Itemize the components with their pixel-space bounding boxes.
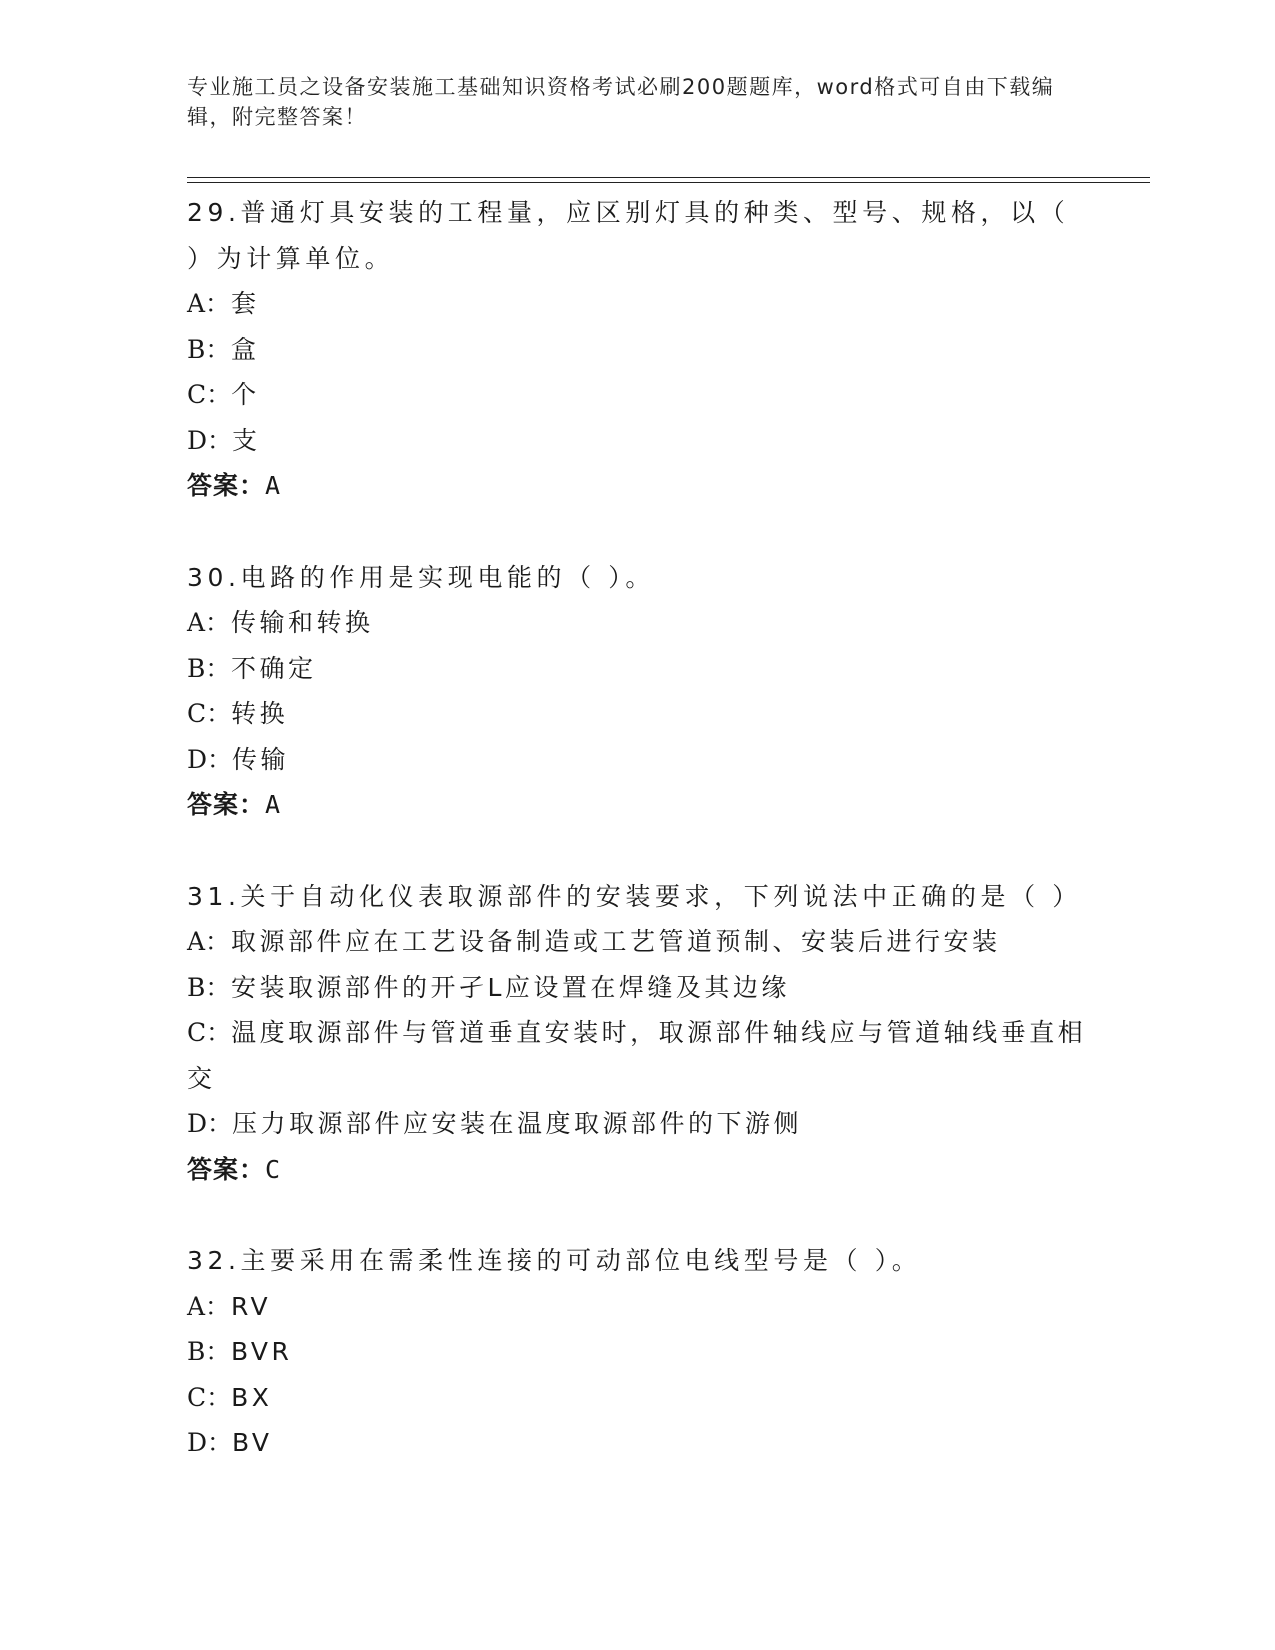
option-letter: B： bbox=[187, 1337, 231, 1366]
answer-value: C bbox=[265, 1154, 282, 1184]
option-b bbox=[187, 646, 1087, 692]
option-b bbox=[187, 327, 1087, 373]
option-text: 支 bbox=[232, 425, 261, 455]
answer-label: 答案： bbox=[187, 1154, 266, 1184]
option-letter: A： bbox=[187, 927, 231, 956]
option-text: BV bbox=[232, 1428, 273, 1457]
option-d bbox=[187, 1101, 1087, 1147]
option-text: 盒 bbox=[231, 334, 260, 364]
option-letter: D： bbox=[187, 425, 233, 455]
option-c bbox=[187, 691, 1087, 737]
question-text: 32.主要采用在需柔性连接的可动部位电线型号是（ ）。 bbox=[187, 1246, 922, 1275]
option-letter: D： bbox=[187, 744, 233, 774]
header-divider-bottom bbox=[187, 182, 1150, 183]
option-letter: C： bbox=[187, 1382, 232, 1412]
option-c bbox=[187, 372, 1087, 418]
question-32 bbox=[187, 1238, 1087, 1466]
answer-label: 答案： bbox=[187, 471, 266, 500]
option-letter: B： bbox=[187, 972, 231, 1002]
answer-line bbox=[187, 782, 1087, 828]
option-text: 传输和转换 bbox=[231, 608, 374, 637]
option-letter: C： bbox=[187, 1018, 232, 1047]
option-c bbox=[187, 1010, 1087, 1101]
question-list bbox=[187, 190, 1087, 1512]
option-letter: A： bbox=[187, 289, 231, 318]
question-text: 30.电路的作用是实现电能的（ ）。 bbox=[187, 562, 656, 592]
option-a bbox=[187, 281, 1087, 327]
option-text: 个 bbox=[231, 380, 260, 409]
option-text: 温度取源部件与管道垂直安装时，取源部件轴线应与管道轴线垂直相交 bbox=[187, 1018, 1087, 1093]
option-b bbox=[187, 1329, 1087, 1375]
answer-label: 答案： bbox=[187, 790, 266, 819]
option-a bbox=[187, 919, 1087, 965]
question-29 bbox=[187, 190, 1087, 509]
option-c bbox=[187, 1375, 1087, 1421]
answer-value: A bbox=[265, 471, 282, 500]
option-letter: B： bbox=[187, 653, 231, 683]
question-31 bbox=[187, 874, 1087, 1193]
option-letter: D： bbox=[187, 1109, 233, 1138]
answer-line bbox=[187, 463, 1087, 509]
option-letter: A： bbox=[187, 608, 231, 637]
option-a bbox=[187, 600, 1087, 646]
question-text: 31.关于自动化仪表取源部件的安装要求，下列说法中正确的是（ ） bbox=[187, 881, 1082, 911]
header-divider-top bbox=[187, 177, 1150, 178]
answer-line bbox=[187, 1147, 1087, 1193]
option-text: 传输 bbox=[232, 744, 290, 774]
option-a bbox=[187, 1284, 1087, 1330]
option-text: RV bbox=[231, 1291, 272, 1321]
option-text: 不确定 bbox=[231, 653, 317, 683]
option-text: 套 bbox=[231, 289, 260, 318]
option-text: 转换 bbox=[231, 699, 289, 728]
option-letter: C： bbox=[187, 699, 232, 728]
option-text: 取源部件应在工艺设备制造或工艺管道预制、安装后进行安装 bbox=[231, 927, 1001, 956]
option-d bbox=[187, 737, 1087, 783]
option-letter: C： bbox=[187, 380, 232, 409]
option-letter: A： bbox=[187, 1291, 231, 1321]
option-d bbox=[187, 1420, 1087, 1466]
question-30 bbox=[187, 555, 1087, 828]
document-header: 专业施工员之设备安装施工基础知识资格考试必刷200题题库，word格式可自由下载编辑，附完整答案！ bbox=[187, 75, 1055, 129]
option-text: BX bbox=[231, 1382, 273, 1412]
option-d bbox=[187, 418, 1087, 464]
option-text: BVR bbox=[231, 1337, 293, 1366]
option-b bbox=[187, 965, 1087, 1011]
option-text: 安装取源部件的开孑L应设置在焊缝及其边缘 bbox=[231, 972, 790, 1002]
option-letter: B： bbox=[187, 334, 231, 364]
option-letter: D： bbox=[187, 1428, 233, 1457]
answer-value: A bbox=[265, 790, 282, 819]
question-text: 29.普通灯具安装的工程量，应区别灯具的种类、型号、规格，以（ ）为计算单位。 bbox=[187, 198, 1070, 273]
option-text: 压力取源部件应安装在温度取源部件的下游侧 bbox=[232, 1109, 803, 1138]
